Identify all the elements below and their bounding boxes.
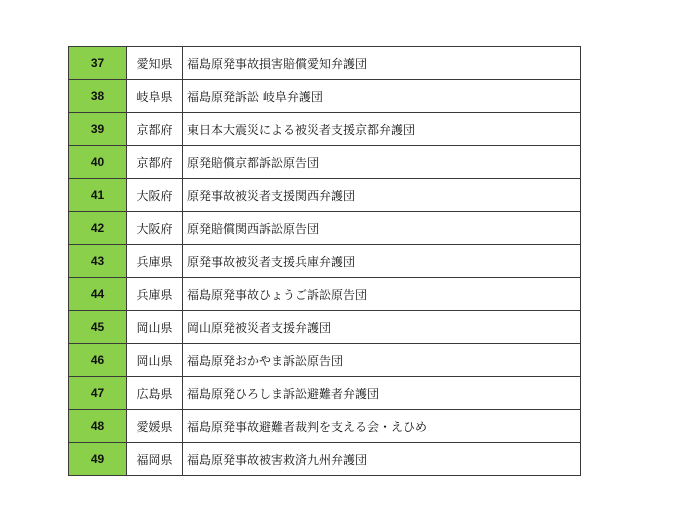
organization-name: 福島原発ひろしま訴訟避難者弁護団 bbox=[183, 377, 581, 409]
row-number: 40 bbox=[69, 146, 127, 178]
row-number: 45 bbox=[69, 311, 127, 343]
prefecture-cell: 大阪府 bbox=[127, 212, 183, 244]
table-row bbox=[69, 146, 581, 179]
prefecture-cell: 兵庫県 bbox=[127, 245, 183, 277]
table-row bbox=[69, 443, 581, 476]
row-number: 48 bbox=[69, 410, 127, 442]
table-row bbox=[69, 278, 581, 311]
table-row bbox=[69, 113, 581, 146]
prefecture-cell: 京都府 bbox=[127, 113, 183, 145]
organization-table bbox=[68, 46, 581, 476]
prefecture-cell: 兵庫県 bbox=[127, 278, 183, 310]
table-row bbox=[69, 245, 581, 278]
table-row bbox=[69, 47, 581, 80]
table-row bbox=[69, 179, 581, 212]
organization-name: 原発賠償京都訴訟原告団 bbox=[183, 146, 581, 178]
prefecture-cell: 大阪府 bbox=[127, 179, 183, 211]
organization-name: 原発事故被災者支援兵庫弁護団 bbox=[183, 245, 581, 277]
table-row bbox=[69, 311, 581, 344]
prefecture-cell: 岐阜県 bbox=[127, 80, 183, 112]
organization-name: 東日本大震災による被災者支援京都弁護団 bbox=[183, 113, 581, 145]
prefecture-cell: 愛媛県 bbox=[127, 410, 183, 442]
prefecture-cell: 福岡県 bbox=[127, 443, 183, 475]
prefecture-cell: 京都府 bbox=[127, 146, 183, 178]
row-number: 42 bbox=[69, 212, 127, 244]
row-number: 37 bbox=[69, 47, 127, 79]
organization-name: 福島原発おかやま訴訟原告団 bbox=[183, 344, 581, 376]
organization-name: 福島原発事故損害賠償愛知弁護団 bbox=[183, 47, 581, 79]
prefecture-cell: 広島県 bbox=[127, 377, 183, 409]
row-number: 41 bbox=[69, 179, 127, 211]
organization-name: 福島原発訴訟 岐阜弁護団 bbox=[183, 80, 581, 112]
prefecture-cell: 岡山県 bbox=[127, 344, 183, 376]
row-number: 49 bbox=[69, 443, 127, 475]
table-row bbox=[69, 410, 581, 443]
row-number: 43 bbox=[69, 245, 127, 277]
prefecture-cell: 岡山県 bbox=[127, 311, 183, 343]
row-number: 47 bbox=[69, 377, 127, 409]
organization-name: 福島原発事故被害救済九州弁護団 bbox=[183, 443, 581, 475]
table-row bbox=[69, 377, 581, 410]
organization-name: 岡山原発被災者支援弁護団 bbox=[183, 311, 581, 343]
row-number: 44 bbox=[69, 278, 127, 310]
organization-name: 原発事故被災者支援関西弁護団 bbox=[183, 179, 581, 211]
table-row bbox=[69, 212, 581, 245]
organization-name: 原発賠償関西訴訟原告団 bbox=[183, 212, 581, 244]
row-number: 46 bbox=[69, 344, 127, 376]
table-row bbox=[69, 80, 581, 113]
prefecture-cell: 愛知県 bbox=[127, 47, 183, 79]
row-number: 38 bbox=[69, 80, 127, 112]
row-number: 39 bbox=[69, 113, 127, 145]
table-row bbox=[69, 344, 581, 377]
organization-name: 福島原発事故ひょうご訴訟原告団 bbox=[183, 278, 581, 310]
organization-name: 福島原発事故避難者裁判を支える会・えひめ bbox=[183, 410, 581, 442]
